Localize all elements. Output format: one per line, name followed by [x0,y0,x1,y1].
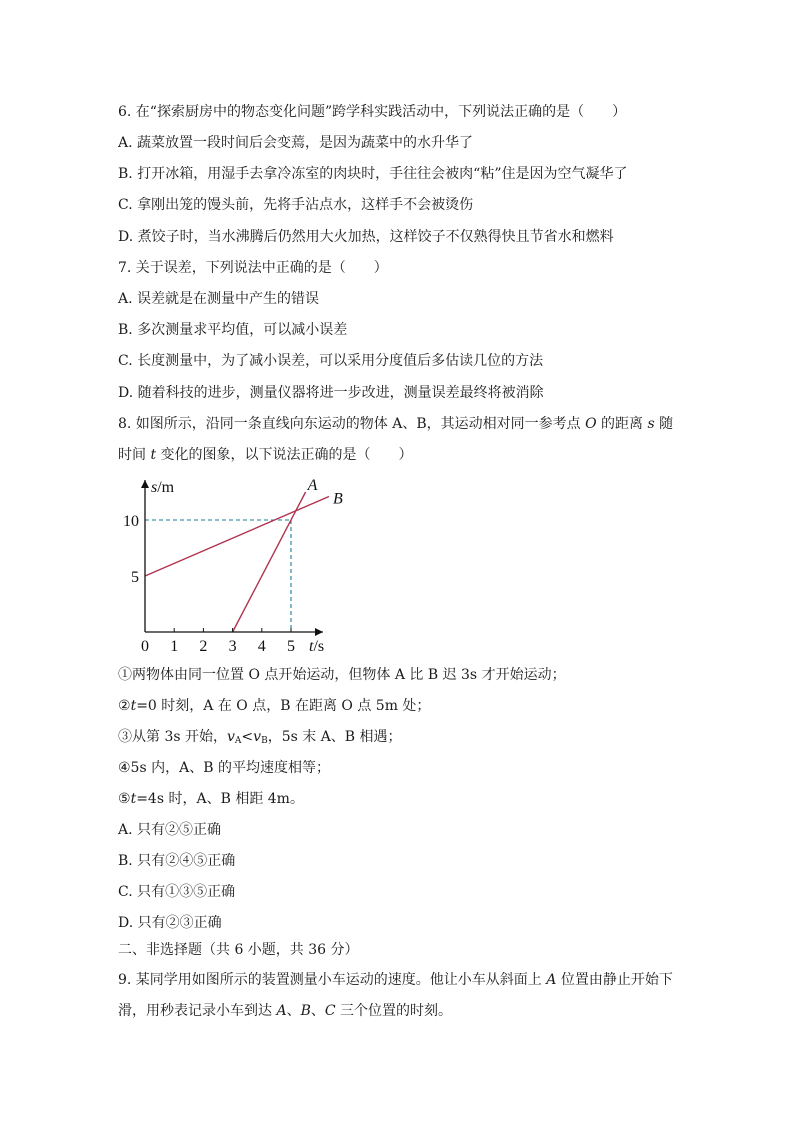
graph-guides [145,520,291,632]
x-tick-label: 4 [257,638,266,655]
x-axis-label: t/s [309,638,325,655]
series-line-b [145,496,329,576]
s-t-graph [105,470,355,660]
q7-option-c: C. 长度测量中，为了减小误差，可以采用分度值后多估读几位的方法 [118,353,544,369]
q7-option-a: A. 误差就是在测量中产生的错误 [118,291,320,307]
series-label-b: B [332,490,343,508]
y-tick-label: 5 [131,569,139,586]
q8-option-b: B. 只有②④⑤正确 [118,853,236,869]
q8-statement-1: ①两物体由同一位置 O 点开始运动，但物体 A 比 B 迟 3s 才开始运动； [118,667,566,683]
x-tick-label: 1 [170,638,179,655]
q6-option-d: D. 煮饺子时，当水沸腾后仍然用大火加热，这样饺子不仅熟得快且节省水和燃料 [118,229,614,245]
q8-option-c: C. 只有①③⑤正确 [118,884,236,900]
q8-stem-line2: 时间 t 变化的图象，以下说法正确的是（ ） [118,447,413,463]
q6-option-c: C. 拿刚出笼的馒头前，先将手沾点水，这样手不会被烫伤 [118,197,474,213]
graph-series [145,492,329,632]
q8-statement-4: ④5s 内，A、B 的平均速度相等； [118,760,330,776]
x-axis-arrow [315,628,323,636]
q8-option-a: A. 只有②⑤正确 [118,822,222,838]
x-tick-label: 2 [199,638,208,655]
series-line-a [233,492,306,632]
section-heading: 二、非选择题（共 6 小题，共 36 分） [118,942,359,958]
y-axis-label: s/m [151,479,175,496]
q7-option-b: B. 多次测量求平均值，可以减小误差 [118,322,348,338]
q7-option-d: D. 随着科技的进步，测量仪器将进一步改进，测量误差最终将被消除 [118,385,544,401]
q6-stem: 6. 在“探索厨房中的物态变化问题”跨学科实践活动中，下列说法正确的是（ ） [118,104,627,120]
x-tick-label: 0 [141,638,149,655]
q9-line2: 滑，用秒表记录小车到达 A、B、C 三个位置的时刻。 [118,1003,453,1019]
q7-stem: 7. 关于误差，下列说法中正确的是（ ） [118,260,388,276]
series-label-a: A [307,477,318,494]
q8-statement-3: ③从第 3s 开始，$v_A<v_B$，5s 末 A、B 相遇； [118,729,402,746]
q9-line1: 9. 某同学用如图所示的装置测量小车运动的速度。他让小车从斜面上 A 位置由静止开始下 [118,972,673,988]
q6-option-b: B. 打开冰箱，用湿手去拿冷冻室的肉块时，手往往会被肉“粘”住是因为空气凝华了 [118,166,628,182]
graph-axes [141,480,323,636]
q8-statement-5: ⑤t=4s 时，A、B 相距 4m。 [118,791,304,807]
q8-option-d: D. 只有②③正确 [118,915,222,931]
x-tick-label: 3 [228,638,237,655]
y-axis-arrow [141,480,149,488]
x-tick-label: 5 [287,638,295,655]
q6-option-a: A. 蔬菜放置一段时间后会变蔫，是因为蔬菜中的水升华了 [118,135,474,151]
q8-stem-line1: 8. 如图所示，沿同一条直线向东运动的物体 A、B，其运动相对同一参考点 O 的距离 s 随 [118,416,674,432]
y-tick-label: 10 [123,513,139,530]
q8-statement-2: ②t=0 时刻，A 在 O 点，B 在距离 O 点 5m 处； [118,698,431,714]
